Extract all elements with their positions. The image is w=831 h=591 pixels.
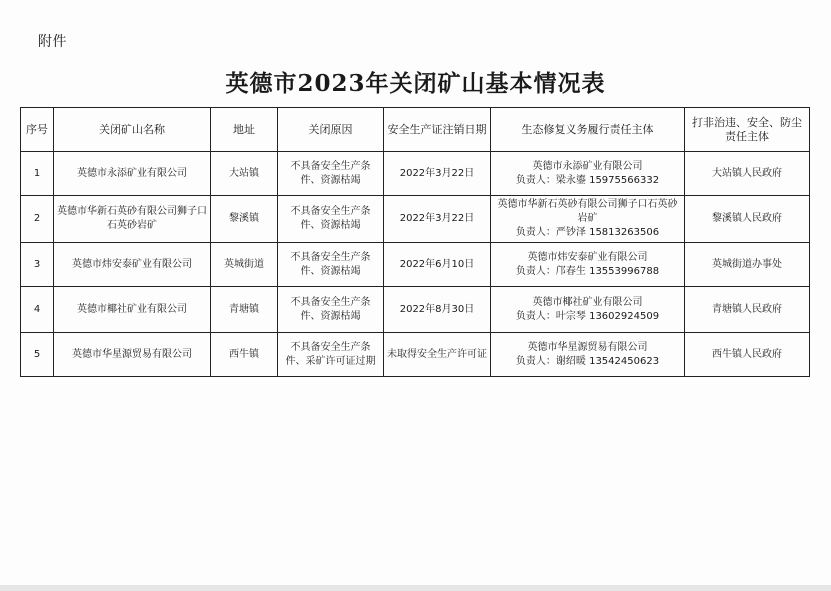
cell-address: 西牛镇 — [211, 333, 278, 377]
header-eco-subject: 生态修复义务履行责任主体 — [491, 108, 685, 152]
cell-closure-reason: 不具备安全生产条件、资源枯竭 — [278, 287, 384, 333]
cell-seq: 5 — [21, 333, 54, 377]
cell-seq: 3 — [21, 243, 54, 287]
cell-mine-name: 英德市椰社矿业有限公司 — [54, 287, 211, 333]
cell-safety-subject: 西牛镇人民政府 — [685, 333, 810, 377]
header-safety-subject: 打非治违、安全、防尘责任主体 — [685, 108, 810, 152]
eco-contact: 负责人：严钞泽 15813263506 — [515, 227, 660, 238]
eco-contact: 负责人：邝春生 13553996788 — [515, 265, 660, 277]
cell-cancel-date: 2022年6月10日 — [384, 243, 491, 287]
eco-company: 英德市华星源贸易有限公司 — [527, 341, 648, 353]
cell-mine-name: 英德市华新石英砂有限公司狮子口石英砂岩矿 — [54, 196, 211, 243]
cell-eco-subject — [491, 152, 685, 196]
cell-mine-name: 英德市炜安泰矿业有限公司 — [54, 243, 211, 287]
cell-safety-subject: 英城街道办事处 — [685, 243, 810, 287]
attachment-label: 附件 — [38, 34, 67, 50]
cell-eco-subject — [491, 333, 685, 377]
cell-safety-subject: 青塘镇人民政府 — [685, 287, 810, 333]
cell-seq: 1 — [21, 152, 54, 196]
cell-closure-reason: 不具备安全生产条件、资源枯竭 — [278, 196, 384, 243]
cell-cancel-date: 未取得安全生产许可证 — [384, 333, 491, 377]
cell-closure-reason: 不具备安全生产条件、采矿许可证过期 — [278, 333, 384, 377]
cell-closure-reason: 不具备安全生产条件、资源枯竭 — [278, 152, 384, 196]
cell-seq: 4 — [21, 287, 54, 333]
cell-cancel-date: 2022年8月30日 — [384, 287, 491, 333]
cell-address: 英城街道 — [211, 243, 278, 287]
cell-safety-subject: 黎溪镇人民政府 — [685, 196, 810, 243]
eco-contact: 负责人：梁永鎏 15975566332 — [515, 174, 660, 186]
header-closure-reason: 关闭原因 — [278, 108, 384, 152]
table-row — [21, 287, 810, 333]
table-row — [21, 333, 810, 377]
cell-cancel-date: 2022年3月22日 — [384, 196, 491, 243]
eco-company: 英德市炜安泰矿业有限公司 — [527, 251, 648, 263]
header-address: 地址 — [211, 108, 278, 152]
cell-cancel-date: 2022年3月22日 — [384, 152, 491, 196]
header-cancel-date: 安全生产证注销日期 — [384, 108, 491, 152]
table-row — [21, 152, 810, 196]
table-row — [21, 243, 810, 287]
cell-eco-subject — [491, 196, 685, 243]
cell-address: 青塘镇 — [211, 287, 278, 333]
eco-contact: 负责人：叶宗琴 13602924509 — [515, 310, 660, 322]
header-seq: 序号 — [21, 108, 54, 152]
eco-company: 英德市永添矿业有限公司 — [532, 160, 643, 172]
table-header-row — [21, 108, 810, 152]
header-mine-name: 关闭矿山名称 — [54, 108, 211, 152]
eco-company: 英德市华新石英砂有限公司狮子口石英砂岩矿 — [497, 199, 678, 224]
eco-contact: 负责人：谢绍暖 13542450623 — [515, 355, 660, 367]
cell-seq: 2 — [21, 196, 54, 243]
eco-company: 英德市椰社矿业有限公司 — [532, 296, 643, 308]
table-row — [21, 196, 810, 243]
cell-address: 黎溪镇 — [211, 196, 278, 243]
cell-safety-subject: 大站镇人民政府 — [685, 152, 810, 196]
cell-mine-name: 英德市永添矿业有限公司 — [54, 152, 211, 196]
cell-eco-subject — [491, 287, 685, 333]
cell-eco-subject — [491, 243, 685, 287]
cell-closure-reason: 不具备安全生产条件、资源枯竭 — [278, 243, 384, 287]
page-bottom-edge — [0, 585, 831, 591]
mine-closure-table — [20, 107, 810, 377]
cell-mine-name: 英德市华星源贸易有限公司 — [54, 333, 211, 377]
cell-address: 大站镇 — [211, 152, 278, 196]
document-title: 英德市2023年关闭矿山基本情况表 — [225, 70, 606, 97]
